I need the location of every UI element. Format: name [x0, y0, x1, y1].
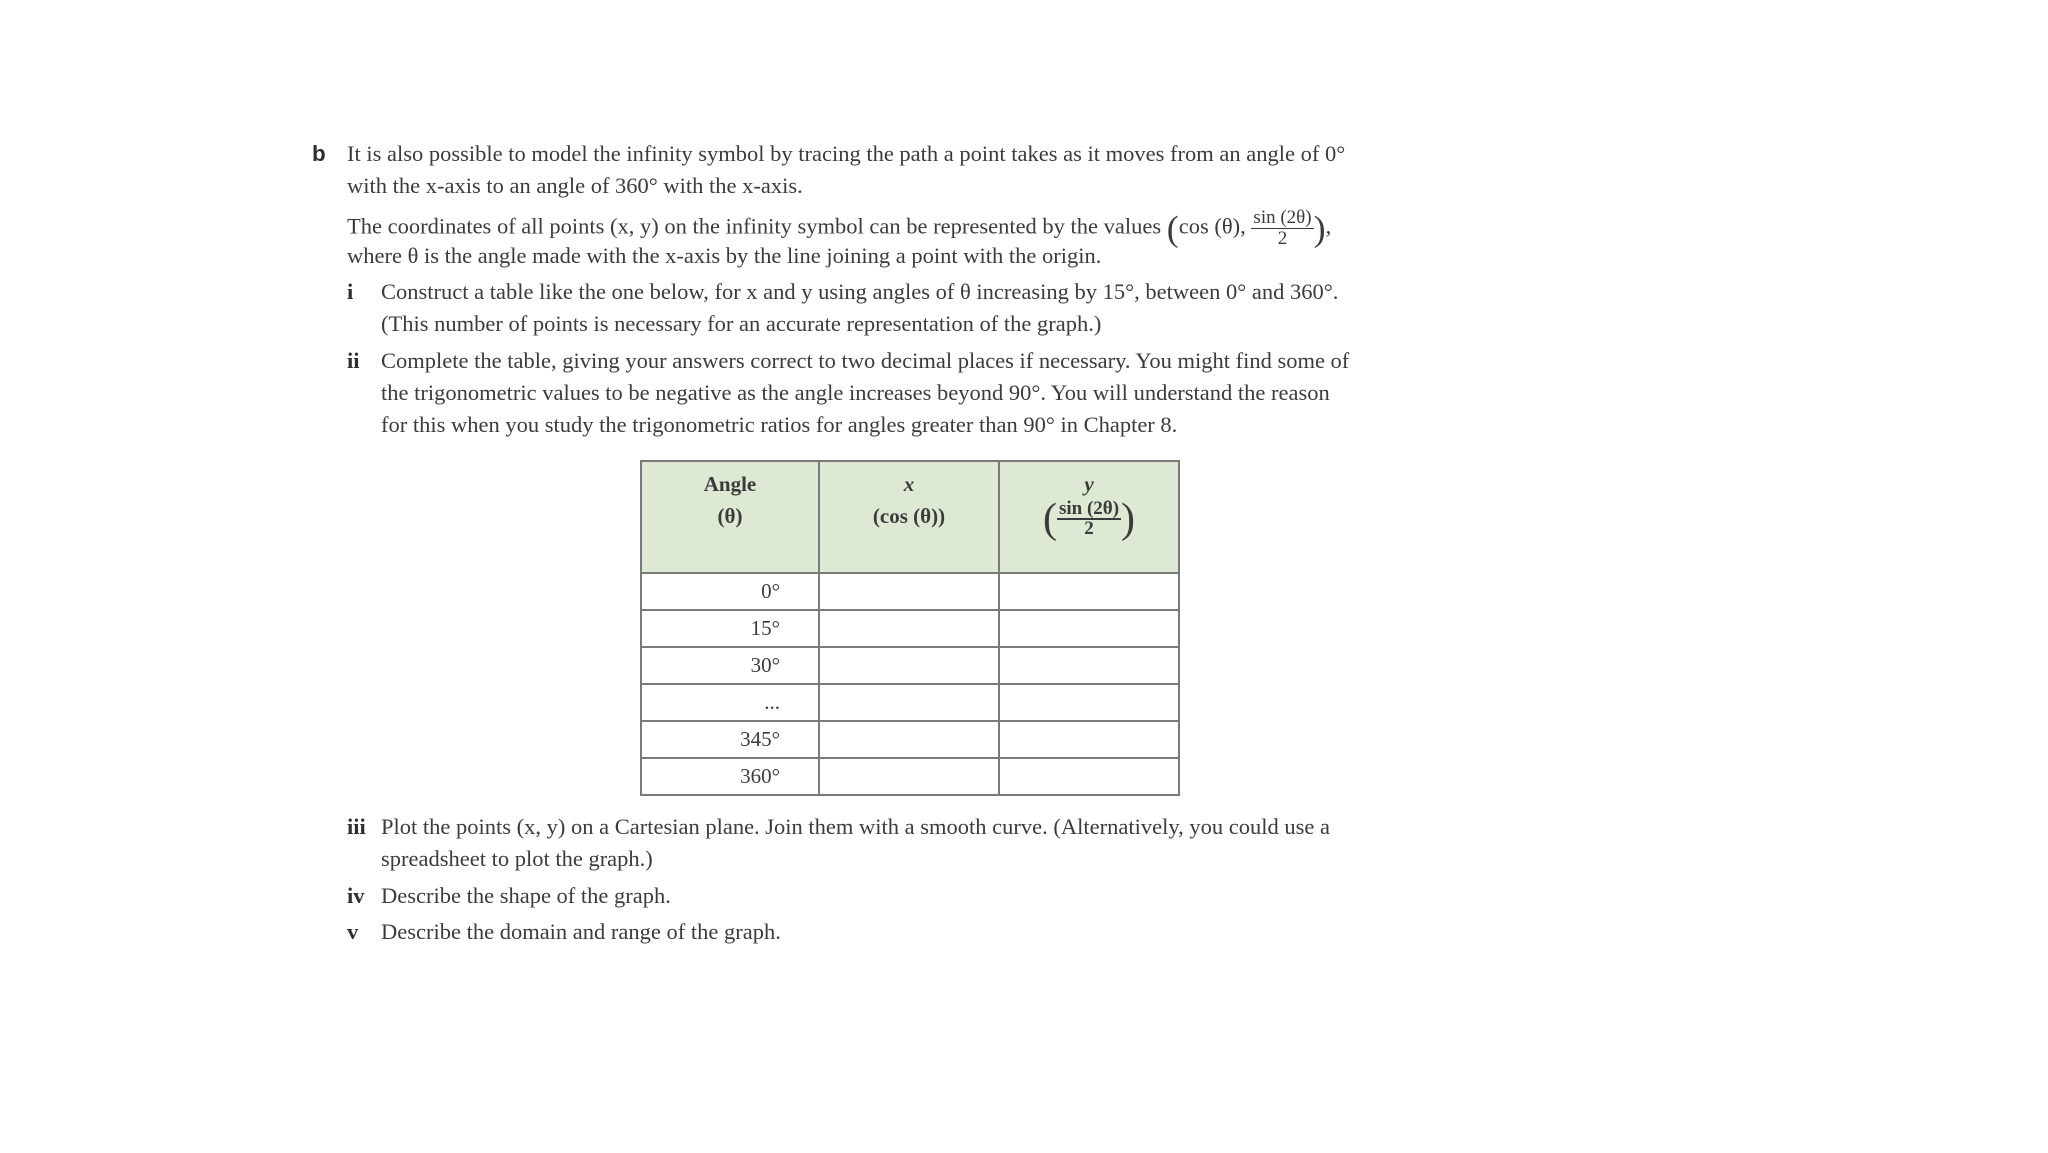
item-ii-line-3: for this when you study the trigonometric ratios for angles greater than 90° in Chapter 8. — [381, 412, 1178, 437]
x-cell — [819, 573, 999, 610]
header-y-open-paren: ( — [1042, 496, 1057, 542]
header-angle — [641, 461, 819, 573]
table-row — [641, 758, 1179, 795]
y-cell — [999, 758, 1179, 795]
header-y — [999, 461, 1179, 573]
x-cell — [819, 684, 999, 721]
header-angle-symbol: (θ) — [717, 504, 743, 528]
header-angle-title: Angle — [703, 472, 757, 496]
part-b-line-1: It is also possible to model the infinity symbol by tracing the path a point takes as it moves from an angle of 0° — [347, 141, 1346, 166]
y-cell — [999, 721, 1179, 758]
header-y-title: y — [1084, 472, 1094, 496]
part-b-line-3: The coordinates of all points (x, y) on the infinity symbol can be represented by the values (cos (θ), $\frac{\sin (2\theta)}{2}$ ), — [347, 207, 1332, 249]
angle-cell: 30° — [641, 647, 819, 684]
table-row — [641, 721, 1179, 758]
item-ii-label: ii — [347, 348, 360, 373]
item-i-line-2: (This number of points is necessary for an accurate representation of the graph.) — [381, 311, 1102, 336]
angle-cell: 0° — [641, 573, 819, 610]
y-cell — [999, 647, 1179, 684]
part-b-label: b — [312, 141, 326, 166]
angle-coordinates-table — [640, 460, 1180, 796]
x-cell — [819, 721, 999, 758]
item-v-label: v — [347, 919, 359, 944]
coordinate-y-fraction — [1251, 208, 1313, 249]
header-y-formula — [1000, 496, 1178, 542]
item-v-line-1: Describe the domain and range of the graph. — [381, 919, 781, 944]
item-i-line-1: Construct a table like the one below, for x and y using angles of θ increasing by 15°, between 0° and 360°. — [381, 279, 1339, 304]
header-x-formula: (cos (θ)) — [872, 504, 946, 528]
close-paren: ) — [1313, 208, 1326, 249]
table-row — [641, 610, 1179, 647]
item-i-label: i — [347, 279, 354, 304]
y-cell — [999, 684, 1179, 721]
table-header-row — [641, 461, 1179, 573]
angle-cell: 360° — [641, 758, 819, 795]
coordinate-y-denominator: 2 — [1277, 228, 1288, 249]
x-cell — [819, 758, 999, 795]
header-y-close-paren: ) — [1121, 496, 1136, 542]
table-row — [641, 647, 1179, 684]
y-cell — [999, 610, 1179, 647]
header-x-title: x — [903, 472, 915, 496]
table-row — [641, 684, 1179, 721]
header-y-numerator: sin (2θ) — [1058, 498, 1120, 519]
header-x — [819, 461, 999, 573]
open-paren: ( — [1166, 208, 1179, 249]
coordinate-x: cos (θ), — [1178, 213, 1246, 239]
part-b-line-3-text: The coordinates of all points (x, y) on the infinity symbol can be represented by the values — [347, 213, 1162, 239]
table-row — [641, 573, 1179, 610]
part-b-line-2: with the x-axis to an angle of 360° with the x-axis. — [347, 173, 803, 198]
header-y-fraction — [1057, 500, 1121, 538]
x-cell — [819, 610, 999, 647]
y-cell — [999, 573, 1179, 610]
item-iii-line-2: spreadsheet to plot the graph.) — [381, 846, 653, 871]
x-cell — [819, 647, 999, 684]
angle-cell: 15° — [641, 610, 819, 647]
angle-cell: 345° — [641, 721, 819, 758]
item-iv-line-1: Describe the shape of the graph. — [381, 883, 671, 908]
angle-cell: ... — [641, 684, 819, 721]
item-iii-line-1: Plot the points (x, y) on a Cartesian plane. Join them with a smooth curve. (Alternatively, you could use a — [381, 814, 1330, 839]
item-iii-label: iii — [347, 814, 366, 839]
coordinate-y-numerator: sin (2θ) — [1253, 207, 1312, 228]
item-iv-label: iv — [347, 883, 365, 908]
part-b-line-4: where θ is the angle made with the x-axis by the line joining a point with the origin. — [347, 243, 1102, 268]
header-y-denominator: 2 — [1084, 518, 1094, 539]
item-ii-line-1: Complete the table, giving your answers correct to two decimal places if necessary. You might find some of — [381, 348, 1350, 373]
item-ii-line-2: the trigonometric values to be negative as the angle increases beyond 90°. You will understand the reason — [381, 380, 1330, 405]
